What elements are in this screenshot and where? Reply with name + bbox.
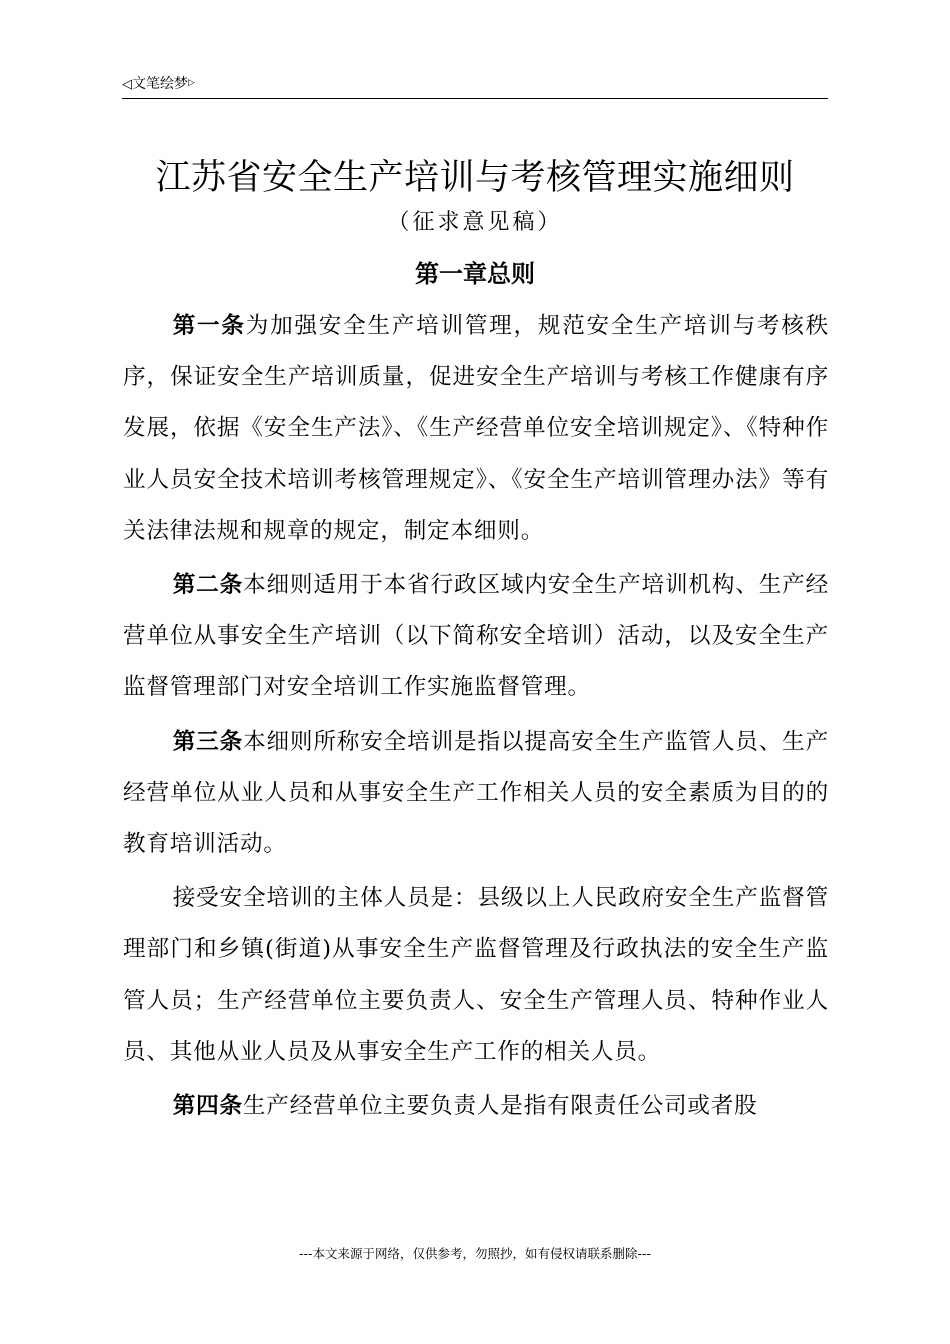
article-text: 接受安全培训的主体人员是：县级以上人民政府安全生产监督管理部门和乡镇(街道)从事安全生产监督管理及行政执法的安全生产监管人员；生产经营单位主要负责人、安全生产管理人员、特种作业人员、其他从业人员及从事安全生产工作的相关人员。 — [123, 885, 829, 1065]
right-triangle-icon: ▷ — [188, 78, 195, 88]
article-number: 第四条 — [172, 1093, 243, 1120]
chapter-heading: 第一章总则 — [415, 260, 535, 288]
article-paragraph — [123, 717, 829, 871]
article-text: 本细则所称安全培训是指以提高安全生产监管人员、生产经营单位从业人员和从事安全生产工作相关人员的安全素质为目的的教育培训活动。 — [123, 728, 830, 858]
page-header — [122, 70, 828, 99]
article-paragraph — [123, 301, 829, 557]
article-number: 第二条 — [172, 572, 244, 599]
article-paragraph — [123, 873, 829, 1078]
document-subtitle: （征求意见稿） — [387, 210, 563, 235]
article-paragraph — [123, 1081, 829, 1132]
article-text: 为加强安全生产培训管理，规范安全生产培训与考核秩序，保证安全生产培训质量，促进安全生产培训与考核工作健康有序发展，依据《安全生产法》、《生产经营单位安全培训规定》、《特种作业人员安全技术培训考核管理规定》、《安全生产培训管理办法》等有关法律法规和规章的规定，制定本细则。 — [123, 313, 829, 544]
header-brand: 文笔绘梦 — [132, 76, 188, 92]
article-paragraph — [123, 560, 829, 714]
document-title: 江苏省安全生产培训与考核管理实施细则 — [155, 158, 795, 198]
article-number: 第一条 — [172, 313, 246, 339]
header-brand-mark — [122, 74, 195, 94]
footer-notice: ---本文来源于网络，仅供参考，勿照抄，如有侵权请联系删除--- — [298, 1246, 652, 1261]
article-number: 第三条 — [172, 728, 244, 755]
left-triangle-icon: ◁ — [122, 77, 132, 92]
article-text: 生产经营单位主要负责人是指有限责任公司或者股 — [242, 1093, 758, 1120]
article-text: 本细则适用于本省行政区域内安全生产培训机构、生产经营单位从事安全生产培训（以下简称安全培训）活动，以及安全生产监督管理部门对安全培训工作实施监督管理。 — [123, 572, 830, 701]
document-body — [123, 301, 829, 1132]
